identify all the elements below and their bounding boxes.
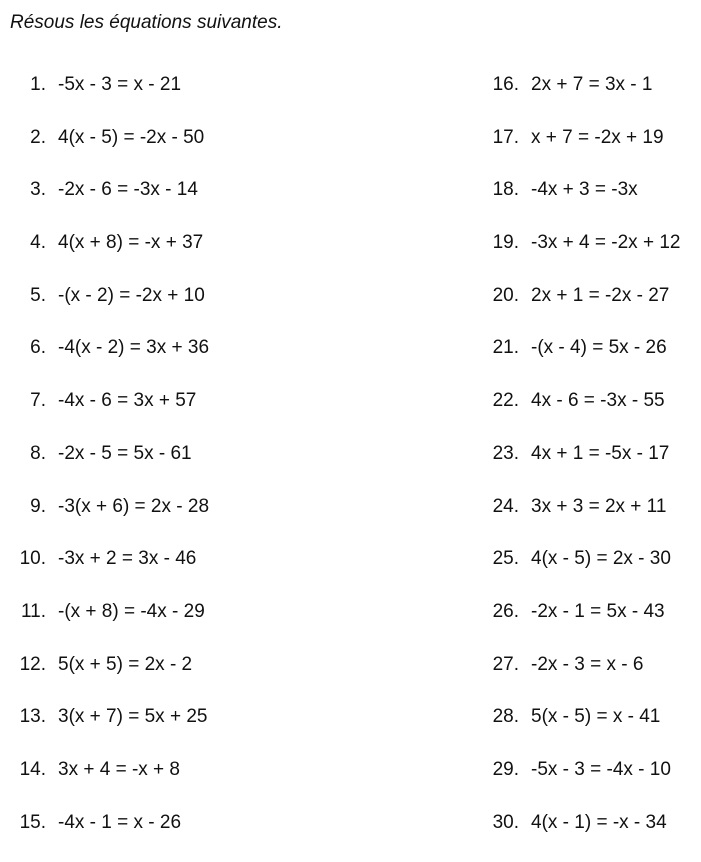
equation-number: 1. <box>30 74 46 95</box>
equation-text: 2x + 1 = -2x - 27 <box>531 284 670 306</box>
equation-text: -4x + 3 = -3x <box>531 179 638 201</box>
equation-number: 23. <box>492 442 519 464</box>
equation-number: 14. <box>19 758 46 780</box>
equation-number: 7. <box>30 390 46 412</box>
equation-item <box>14 546 209 572</box>
equation-list-right <box>488 72 680 862</box>
equation-text: 4(x - 1) = -x - 34 <box>531 811 667 833</box>
equation-number: 2. <box>30 126 46 148</box>
equation-text: 4(x - 5) = -2x - 50 <box>58 126 205 148</box>
equation-number: 19. <box>492 232 519 254</box>
equation-text: -2x - 5 = 5x - 61 <box>58 442 192 464</box>
equation-item <box>488 810 680 836</box>
equation-number: 27. <box>492 653 519 675</box>
equation-item <box>488 230 680 256</box>
equation-item <box>488 177 680 203</box>
equation-text: -5x - 3 = x - 21 <box>58 74 182 95</box>
equation-number: 24. <box>492 495 519 517</box>
equation-text: -4(x - 2) = 3x + 36 <box>58 337 210 359</box>
equation-text: -3x + 4 = -2x + 12 <box>531 232 681 254</box>
equation-item <box>488 494 680 520</box>
equation-number: 8. <box>30 442 46 464</box>
equation-item <box>488 283 680 309</box>
equation-text: -3(x + 6) = 2x - 28 <box>58 495 210 517</box>
equation-item <box>488 599 680 625</box>
equation-item <box>14 652 209 678</box>
equation-item <box>14 230 209 256</box>
equation-text: 4x + 1 = -5x - 17 <box>531 442 670 464</box>
equation-number: 17. <box>492 126 519 148</box>
equation-item <box>14 704 209 730</box>
equation-text: -2x - 6 = -3x - 14 <box>58 179 198 201</box>
equation-item <box>14 494 209 520</box>
equation-number: 20. <box>492 284 519 306</box>
equation-number: 21. <box>492 337 519 359</box>
equation-text: 3(x + 7) = 5x + 25 <box>58 706 208 728</box>
equation-number: 5. <box>30 284 46 306</box>
equation-text: 3x + 4 = -x + 8 <box>58 758 180 780</box>
equation-item <box>14 388 209 414</box>
equation-item <box>488 72 680 98</box>
worksheet-title: Résous les équations suivantes. <box>10 12 283 33</box>
equation-item <box>14 810 209 836</box>
equation-text: -2x - 3 = x - 6 <box>531 653 644 675</box>
equation-item <box>488 441 680 467</box>
equation-number: 30. <box>492 811 519 833</box>
equation-item <box>488 546 680 572</box>
equation-text: -(x + 8) = -4x - 29 <box>58 600 205 622</box>
equation-item <box>14 283 209 309</box>
equation-list-left <box>14 72 209 862</box>
equation-text: -(x - 2) = -2x + 10 <box>58 284 205 306</box>
equation-number: 15. <box>19 811 46 833</box>
equation-text: 4x - 6 = -3x - 55 <box>531 390 665 412</box>
equation-item <box>488 125 680 151</box>
equation-number: 22. <box>492 390 519 412</box>
equation-text: -2x - 1 = 5x - 43 <box>531 600 665 622</box>
equation-item <box>14 125 209 151</box>
equation-item <box>488 652 680 678</box>
equation-text: -4x - 1 = x - 26 <box>58 811 182 833</box>
equation-text: -3x + 2 = 3x - 46 <box>58 548 197 570</box>
equation-number: 18. <box>492 179 519 201</box>
equation-number: 29. <box>492 758 519 780</box>
equation-text: -5x - 3 = -4x - 10 <box>531 758 671 780</box>
equation-text: -4x - 6 = 3x + 57 <box>58 390 197 412</box>
equation-number: 25. <box>492 548 519 570</box>
equation-item <box>14 72 209 98</box>
equation-number: 28. <box>492 706 519 728</box>
equation-number: 12. <box>19 653 46 675</box>
equation-item <box>14 335 209 361</box>
equation-number: 26. <box>492 600 519 622</box>
equation-item <box>488 335 680 361</box>
equation-item <box>488 757 680 783</box>
equation-text: 3x + 3 = 2x + 11 <box>531 495 667 517</box>
equation-text: -(x - 4) = 5x - 26 <box>531 337 667 359</box>
equation-text: x + 7 = -2x + 19 <box>531 126 664 148</box>
equation-item <box>14 757 209 783</box>
equation-number: 10. <box>19 548 46 570</box>
equation-number: 11. <box>20 600 46 622</box>
equation-number: 4. <box>30 232 46 254</box>
equation-text: 4(x + 8) = -x + 37 <box>58 232 204 254</box>
equation-item <box>14 599 209 625</box>
equation-number: 3. <box>30 179 46 201</box>
equation-number: 13. <box>19 706 46 728</box>
equation-text: 4(x - 5) = 2x - 30 <box>531 548 671 570</box>
equation-item <box>488 388 680 414</box>
equation-text: 2x + 7 = 3x - 1 <box>531 74 653 95</box>
equation-item <box>14 177 209 203</box>
equation-text: 5(x - 5) = x - 41 <box>531 706 661 728</box>
equation-number: 16. <box>492 74 519 95</box>
equation-number: 6. <box>30 337 46 359</box>
equation-item <box>14 441 209 467</box>
equation-item <box>488 704 680 730</box>
equation-number: 9. <box>30 495 46 517</box>
equation-text: 5(x + 5) = 2x - 2 <box>58 653 193 675</box>
